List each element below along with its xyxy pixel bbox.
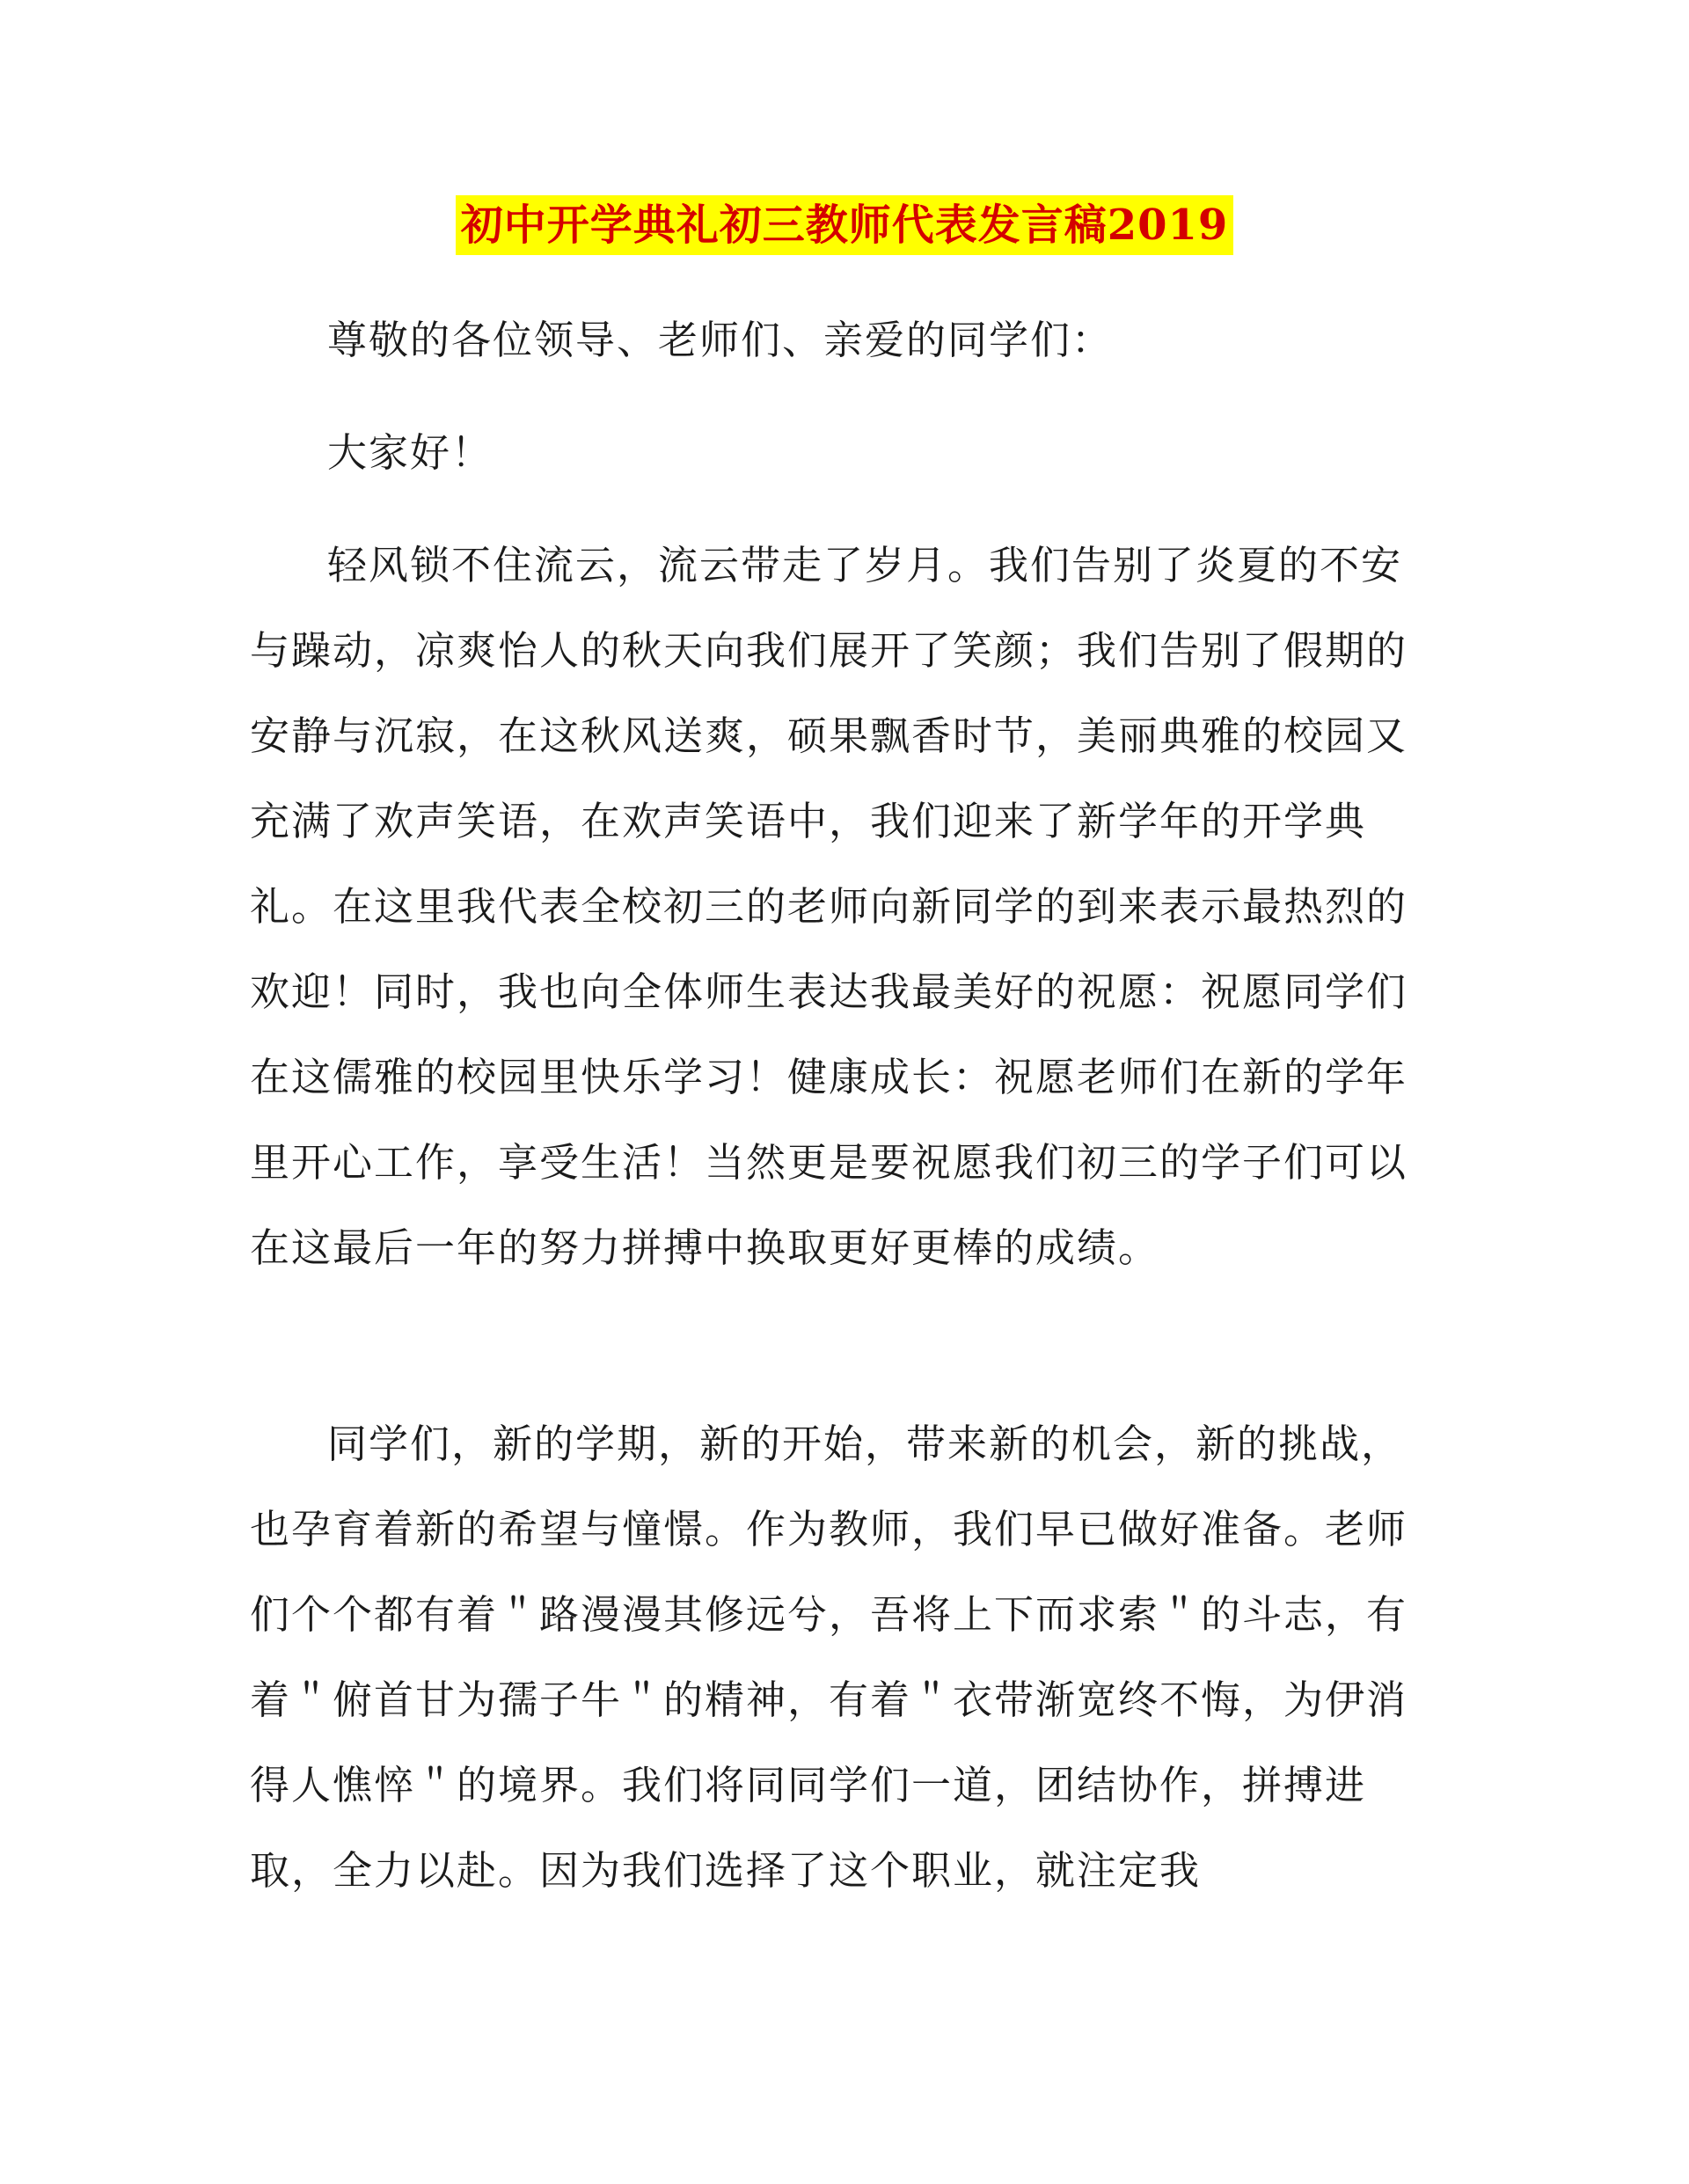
greeting: 大家好！ bbox=[327, 429, 494, 476]
document-title: 初中开学典礼初三教师代表发言稿2019 bbox=[456, 195, 1234, 255]
salutation: 尊敬的各位领导、老师们、亲爱的同学们： bbox=[327, 317, 1114, 363]
title-container bbox=[0, 195, 1689, 255]
paragraph-1: 轻风锁不住流云，流云带走了岁月。我们告别了炎夏的不安与躁动，凉爽怡人的秋天向我们展开了笑颜；我们告别了假期的安静与沉寂，在这秋风送爽，硕果飘香时节，美丽典雅的校园又充满了欢声笑语，在欢声笑语中，我们迎来了新学年的开学典礼。在这里我代表全校初三的老师向新同学的到来表示最热烈的欢迎！同时，我也向全体师生表达我最美好的祝愿：祝愿同学们在这儒雅的校园里快乐学习！健康成长：祝愿老师们在新的学年里开心工作，享受生活！当然更是要祝愿我们初三的学子们可以在这最后一年的努力拼搏中换取更好更棒的成绩。 bbox=[250, 542, 1408, 1271]
paragraph-2: 同学们，新的学期，新的开始，带来新的机会，新的挑战，也孕育着新的希望与憧憬。作为教师，我们早已做好准备。老师们个个都有着＂路漫漫其修远兮，吾将上下而求索＂的斗志，有着＂俯首甘为孺子牛＂的精神，有着＂衣带渐宽终不悔，为伊消得人憔悴＂的境界。我们将同同学们一道，团结协作，拼搏进取，全力以赴。因为我们选择了这个职业，就注定我 bbox=[250, 1421, 1408, 1894]
